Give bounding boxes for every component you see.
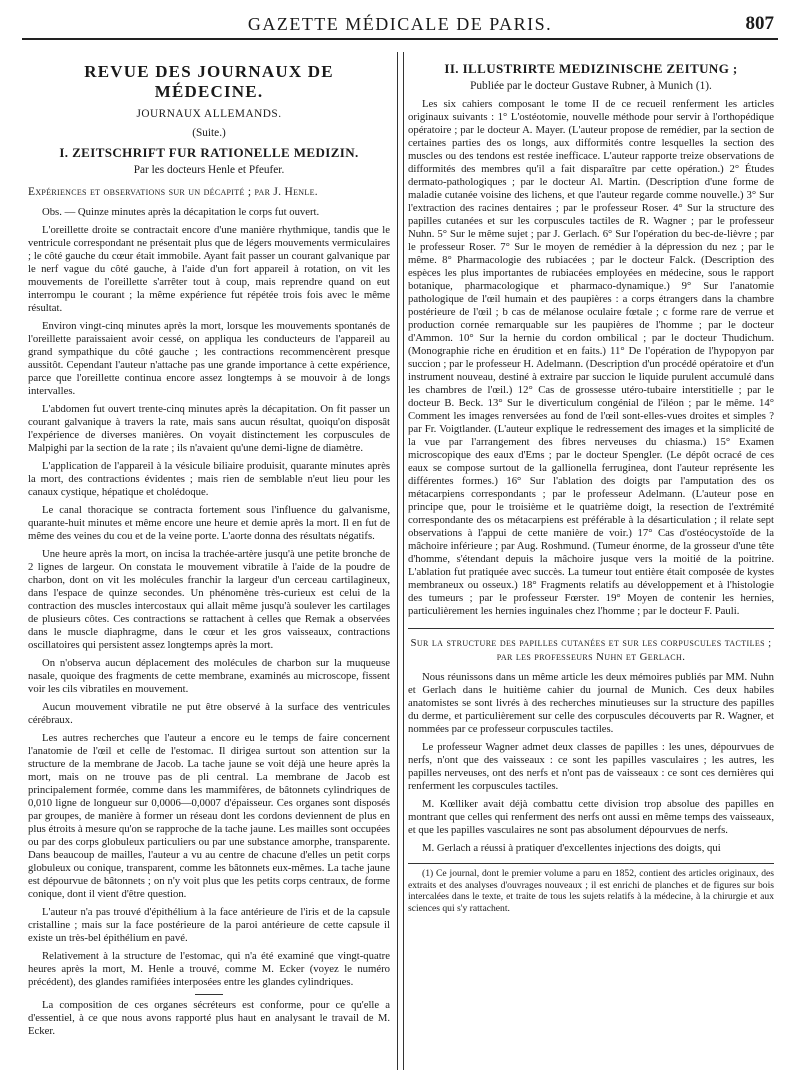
body-paragraph: Le professeur Wagner admet deux classes de papilles : les unes, dépourvues de nerfs, n'ont que des vaisseaux : ce sont les papilles vasculaires ; les autres, les papilles nerveuses, ont des nerfs et n'ont pas de vaisseaux : ce sont ces dernières qui renferment les corpuscules tactiles. — [408, 740, 774, 792]
article-heading-2: Sur la structure des papilles cutanées et sur les corpuscules tactiles ; par les professeurs Nuhn et Gerlach. — [410, 637, 772, 664]
body-paragraph: L'auteur n'a pas trouvé d'épithélium à la face antérieure de l'iris et de la capsule cristalline ; mais sur la face postérieure de la paroi antérieure de cette capsule il existe un très-bel épithélium en pavé. — [28, 905, 390, 944]
section-title: REVUE DES JOURNAUX DE MÉDECINE. — [84, 62, 334, 101]
journal-title: GAZETTE MÉDICALE DE PARIS. — [247, 14, 553, 34]
body-paragraph: Relativement à la structure de l'estomac, qui n'a été examiné que vingt-quatre heures après la mort, M. Henle a trouvé, comme M. Ecker (voyez le numéro précédent), des glandes ramifiées interposées entre les glandes cylindriques. — [28, 949, 390, 988]
body-paragraph: Obs. — Quinze minutes après la décapitation le corps fut ouvert. — [42, 205, 320, 218]
suite-label: (Suite.) — [192, 126, 226, 139]
right-column — [408, 56, 774, 1070]
article-heading: Expériences et observations sur un décapité ; par J. Henle. — [28, 185, 318, 198]
column-divider — [397, 52, 404, 1070]
contents-paragraph: Les six cahiers composant le tome II de ce recueil renferment les articles originaux suivants : 1° L'ostéotomie, nouvelle méthode pour servir à l'orthopédique opératoire ; par le docteur A. Mayer. (L'auteur propose de remédier, par la section de certaines parties des os longs, aux difformités contre lesquelles la section des muscles ou des tendons est restée inefficace. L'auteur rapporte treize observations de difformités des membres qu'il a fait disparaître par cette opération.) 2° Études dermato-pathologiques ; par le docteur Al. Martin. (Description d'une forme de maladie cutanée voisine des lichens, et que l'auteur regarde comme nouvelle.) 3° Sur l'extraction des racines dentaires ; par le professeur Roser. 4° Sur la structure des papilles cutanées et sur les corpuscules tactiles de R. Wagner ; par le professeur Nuhn. 5° Sur le même sujet ; par J. Gerlach. 6° Sur l'opération du bec-de-lièvre ; par le professeur Roser. 7° Sur le moyen de remédier à la dépression du nez ; par le même. 8° Pharmacologie des rubiacées ; par le docteur Falck. (Description des espèces les plus importantes de rubiacées employées en médecine, sous le rapport botanique, pharmacologique et pharmaco-dynamique.) 9° Sur l'anatomie pathologique de l'œil humain et des paupières : a corps étrangers dans la chambre postérieure de l'œil ; b cas de mélanose oculaire fœtale ; c forme rare de verrue et production cornée remarquable sur les paupières de l'homme ; par le docteur d'Ammon. 10° Sur la hernie du cordon ombilical ; par le docteur Thudichum. (Monographie riche en érudition et en faits.) 11° De l'opération de l'hypopyon par succion ; par le professeur H. Adelmann. (Description d'un procédé opératoire et d'un instrument nouveau, destiné à extraire par succion le liquide purulent accumulé dans les chambres de l'œil.) 12° Cas de grossesse utéro-tubaire interstitielle ; par le docteur B. Beck. 13° Sur le diverticulum congénial de l'iléon ; par le même. 14° Comment les images renversées au fond de l'œil sont-elles-vues droites et simples ? par Fr. Voigtlander. (L'auteur explique le redressement des images et la simplicité de la vue par l'arrangement des fibres nerveuses du chiasma.) 15° Examen microscopique des eaux d'Ems ; par le docteur Spengler. (Le dépôt ocracé de ces eaux se compose surtout de la gallionella ferruginea, dont l'auteur représente les différentes formes.) 16° Sur l'ablation des doigts par l'amputation des os métacarpiens correspondants ; par le professeur Adelmann. (L'auteur pose en principe que, pour le troisième et le quatrième doigt, la resection de l'extrémité correspondante des os métacarpiens est préférable à la désarticulation ; il relate sept observations à l'appui de cette manière de voir.) 17° Cas d'ostéocystoïde de la mâchoire inférieure ; par Aug. Roshmund. (Tumeur énorme, de la grosseur d'une tête d'homme, s'étendant depuis la mâchoire jusque vers la moitié de la poitrine. L'ablation fut pratiquée avec succès. La tumeur tout entière était composée de kystes membraneux ou osseux.) 18° Fragments relatifs au développement et à l'histologie des tumeurs ; par le professeur Fœrster. 19° Moyen de contenir les hernies, particulièrement les hernies inguinales chez l'homme ; par le docteur F. Pauli. — [408, 98, 774, 618]
body-paragraph: Nous réunissons dans un même article les deux mémoires publiés par MM. Nuhn et Gerlach dans le huitième cahier du journal de Munich. Ces deux habiles anatomistes se sont livrés à des recherches minutieuses sur la structure des papilles du derme, et particulièrement sur celle des corpuscules découverts par R. Wagner, et nommées par ce professeur corpuscules tactiles. — [408, 670, 774, 735]
page-number: 807 — [745, 13, 774, 34]
article-body — [28, 206, 390, 1038]
closing-paragraph: La composition de ces organes sécréteurs est conforme, pour ce qu'elle a d'essentiel, à ce que nous avons rapporté plus haut en analysant le travail de M. Ecker. — [28, 998, 390, 1037]
body-paragraph: Environ vingt-cinq minutes après la mort, lorsque les mouvements spontanés de l'oreillette paraissaient avoir cessé, on appliqua les conducteurs de l'appareil au grand sympathique du côté gauche ; les contractions recommencèrent presque aussitôt. Cependant l'auteur n'attache pas une grande importance à cette expérience, parce que l'oreillette continua encore assez longtemps à se mouvoir à de longs intervalles. — [28, 319, 390, 397]
journal-editors: Par les docteurs Henle et Pfeufer. — [133, 164, 285, 177]
page-header — [22, 10, 778, 40]
body-paragraph: L'application de l'appareil à la vésicule biliaire produisit, quarante minutes après la mort, des contractions évidentes ; mais rien de semblable n'eut lieu pour les canaux cystique, hépatique et cholédoque. — [28, 459, 390, 498]
body-paragraph: L'oreillette droite se contractait encore d'une manière rhythmique, tandis que le ventricule correspondant ne présentait plus que de légers mouvements vermiculaires ; le côté gauche du cœur était immobile. Ayant fait passer un courant galvanique par le nerf vague du côté gauche, à l'aide d'un fort appareil à rotation, on vit les mouvements de l'oreillette s'arrêter tout à coup, mais reprendre quand on eut interrompu le courant ; la même expérience fut répétée trois fois avec le même résultat. — [28, 223, 390, 314]
journal-heading: I. ZEITSCHRIFT FUR RATIONELLE MEDIZIN. — [59, 145, 359, 161]
footnote-rule — [408, 863, 774, 864]
article-rule — [408, 628, 774, 629]
body-paragraph: Une heure après la mort, on incisa la trachée-artère jusqu'à une petite bronche de 2 lignes de largeur. On constata le mouvement vibratile à l'aide de la poudre de charbon, dont on vit les molécules franchir la largeur d'un cerceau cartilagineux, dans l'espace de quinze secondes. Un phénomène très-curieux est celui de la contraction des muscles intercostaux qui allait même jusqu'à soulever les cartilages de plusieurs côtes. Ces contractions se rattachent à celles que Remak a observées dans le muscle diaphragme, dans le cœur et les gros vaisseaux, contractions oscillatoires qui persistent assez longtemps après la mort. — [28, 547, 390, 651]
journal-heading-2: II. ILLUSTRIRTE MEDIZINISCHE ZEITUNG ; — [444, 61, 738, 76]
article-body-2 — [408, 671, 774, 855]
journal-editor-line: Publiée par le docteur Gustave Rubner, à Munich (1). — [470, 79, 712, 92]
body-paragraph: L'abdomen fut ouvert trente-cinq minutes après la décapitation. On fit passer un courant galvanique à travers la rate, mais sans aucun résultat, quoiqu'on disposât l'expérience de diverses manières. On voyait distinctement les corpuscules de Malpighi par la section de la rate ; ils n'avaient qu'une demi-ligne de diamètre. — [28, 402, 390, 454]
left-column — [28, 56, 390, 1070]
body-paragraph: Le canal thoracique se contracta fortement sous l'influence du galvanisme, quarante-huit minutes et même encore une heure et demie après la mort. Il en fut de même des veines du cou et de la veine porte. L'aorte donna des résultats négatifs. — [28, 503, 390, 542]
body-paragraph: Les autres recherches que l'auteur a encore eu le temps de faire concernent l'anatomie de l'œil et celle de l'estomac. Il dirigea surtout son attention sur la structure de la membrane de Jacob. La tache jaune se voit déjà une heure après la mort, mais on ne trouve pas de pli central. La membrane de Jacob est principalement formée, comme dans les mammifères, de bâtonnets cylindriques de 0,010 ligne de longueur sur 0,0006—0,0007 d'épaisseur. Ces organes sont disposés par groupes, de manière à former un réseau dont les cordons deviennent de plus en plus étroits à mesure qu'on se rapproche de la tache jaune. Les mailles sont occupées ou par des corps globuleux particuliers ou par une substance amorphe, transparente. Dans beaucoup de mailles, l'auteur a vu au centre de chacune d'elles un petit corps globuleux ou conique, transparent, comme les bâtonnets eux-mêmes. La tache jaune est dépourvue de bâtonnets ; on n'y voit plus que les petits corps centraux, de forme conique, dont il vient d'être question. — [28, 731, 390, 900]
section-subtitle: JOURNAUX ALLEMANDS. — [136, 108, 282, 120]
footnote: (1) Ce journal, dont le premier volume a paru en 1852, contient des articles originaux, des extraits et des analyses d'ouvrages nouveaux ; il est enrichi de planches et de figures sur bois intercalées dans le texte, et traite de tous les sujets relatifs à la médecine, à la chirurgie et aux sciences qui s'y rattachent. — [408, 867, 774, 915]
separator-rule — [195, 994, 223, 995]
body-paragraph: M. Kœlliker avait déjà combattu cette division trop absolue des papilles en montrant que celles qui renferment des nerfs ont aussi en même temps des vaisseaux, et que les papilles vasculaires ne sont pas absolument dépourvues de nerfs. — [408, 797, 774, 836]
body-paragraph: On n'observa aucun déplacement des molécules de charbon sur la muqueuse nasale, quoique des fragments de cette membrane, examinés au microscope, fissent voir les cils vibratiles en mouvement. — [28, 656, 390, 695]
body-paragraph: Aucun mouvement vibratile ne put être observé à la surface des ventricules cérébraux. — [28, 700, 390, 726]
body-paragraph: M. Gerlach a réussi à pratiquer d'excellentes injections des doigts, qui — [422, 841, 721, 854]
